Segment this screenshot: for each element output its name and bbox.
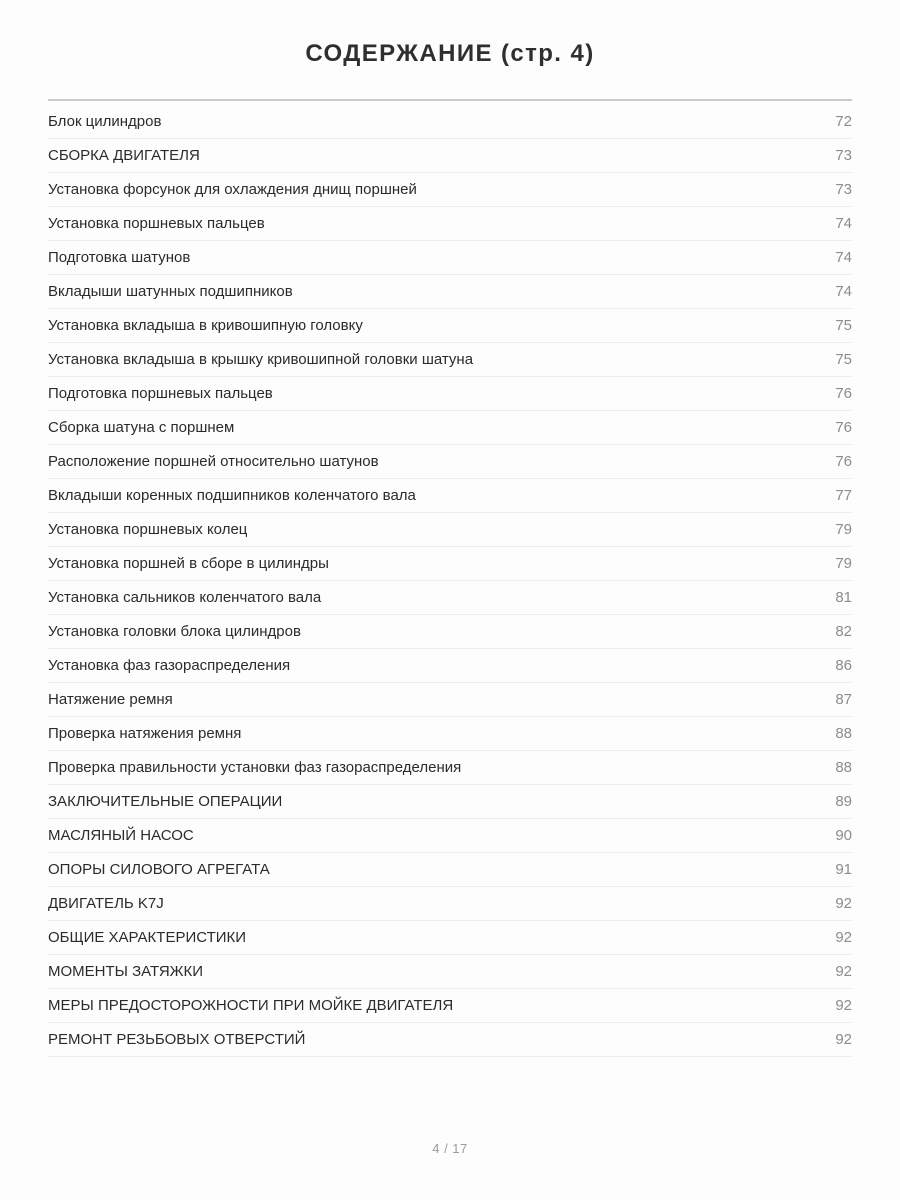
toc-entry[interactable]	[48, 785, 852, 819]
toc-entry-label: Проверка натяжения ремня	[48, 725, 242, 742]
toc-entry-label: Подготовка шатунов	[48, 249, 191, 266]
toc-entry[interactable]	[48, 241, 852, 275]
toc-entry-page-number: 79	[835, 521, 852, 538]
toc-entry[interactable]	[48, 717, 852, 751]
toc-entry[interactable]	[48, 275, 852, 309]
toc-entry-page-number: 90	[835, 827, 852, 844]
toc-entry-label: МАСЛЯНЫЙ НАСОС	[48, 827, 194, 844]
toc-entry-page-number: 76	[835, 385, 852, 402]
toc-entry-label: Натяжение ремня	[48, 691, 173, 708]
toc-entry-label: Установка поршневых пальцев	[48, 215, 265, 232]
toc-entry-page-number: 82	[835, 623, 852, 640]
toc-entry-label: Установка вкладыша в крышку кривошипной головки шатуна	[48, 351, 474, 368]
toc-entry[interactable]	[48, 921, 852, 955]
toc-entry-page-number: 79	[835, 555, 852, 572]
toc-entry-label: Установка сальников коленчатого вала	[48, 589, 322, 606]
toc-entry[interactable]	[48, 649, 852, 683]
toc-entry[interactable]	[48, 819, 852, 853]
toc-entry-label: МЕРЫ ПРЕДОСТОРОЖНОСТИ ПРИ МОЙКЕ ДВИГАТЕЛЯ	[48, 997, 454, 1014]
toc-entry-page-number: 92	[835, 997, 852, 1014]
toc-entry[interactable]	[48, 173, 852, 207]
toc-entry-label: ОПОРЫ СИЛОВОГО АГРЕГАТА	[48, 861, 270, 878]
toc-entry[interactable]	[48, 989, 852, 1023]
toc-entry[interactable]	[48, 513, 852, 547]
toc-entry-label: Установка фаз газораспределения	[48, 657, 291, 674]
toc-entry-page-number: 87	[835, 691, 852, 708]
page-title: СОДЕРЖАНИЕ (стр. 4)	[305, 40, 595, 67]
toc-entry-page-number: 88	[835, 759, 852, 776]
toc-entry[interactable]	[48, 751, 852, 785]
toc-entry[interactable]	[48, 547, 852, 581]
toc-entry-page-number: 73	[835, 147, 852, 164]
toc-entry[interactable]	[48, 343, 852, 377]
toc-entry[interactable]	[48, 377, 852, 411]
toc-entry-label: Установка поршневых колец	[48, 521, 248, 538]
toc-entry-page-number: 81	[835, 589, 852, 606]
toc-entry-label: Установка головки блока цилиндров	[48, 623, 301, 640]
toc-entry-label: Сборка шатуна с поршнем	[48, 419, 235, 436]
toc-entry[interactable]	[48, 309, 852, 343]
toc-entry-page-number: 75	[835, 351, 852, 368]
toc-entry-label: Вкладыши коренных подшипников коленчатого вала	[48, 487, 416, 504]
toc-entry-page-number: 91	[835, 861, 852, 878]
toc-entry-page-number: 89	[835, 793, 852, 810]
toc-entry-label: Проверка правильности установки фаз газораспределения	[48, 759, 462, 776]
toc-entry-page-number: 75	[835, 317, 852, 334]
toc-entry-page-number: 74	[835, 283, 852, 300]
toc-entry-page-number: 92	[835, 1031, 852, 1048]
toc-entry[interactable]	[48, 207, 852, 241]
toc-entry[interactable]	[48, 683, 852, 717]
toc-entry-page-number: 92	[835, 929, 852, 946]
toc-entry-label: Подготовка поршневых пальцев	[48, 385, 273, 402]
toc-entry-page-number: 86	[835, 657, 852, 674]
toc-entry-label: ОБЩИЕ ХАРАКТЕРИСТИКИ	[48, 929, 247, 946]
toc-entry-page-number: 72	[835, 113, 852, 130]
table-of-contents	[48, 101, 852, 1057]
toc-entry-label: Установка форсунок для охлаждения днищ поршней	[48, 181, 417, 198]
toc-entry-label: РЕМОНТ РЕЗЬБОВЫХ ОТВЕРСТИЙ	[48, 1031, 306, 1048]
toc-entry[interactable]	[48, 955, 852, 989]
toc-entry-label: Вкладыши шатунных подшипников	[48, 283, 293, 300]
toc-entry-page-number: 76	[835, 453, 852, 470]
toc-entry-label: ЗАКЛЮЧИТЕЛЬНЫЕ ОПЕРАЦИИ	[48, 793, 283, 810]
toc-entry[interactable]	[48, 581, 852, 615]
toc-entry-page-number: 74	[835, 215, 852, 232]
toc-entry-page-number: 74	[835, 249, 852, 266]
toc-entry[interactable]	[48, 479, 852, 513]
toc-entry-page-number: 88	[835, 725, 852, 742]
toc-entry-label: Расположение поршней относительно шатунов	[48, 453, 379, 470]
toc-entry-page-number: 76	[835, 419, 852, 436]
toc-entry[interactable]	[48, 853, 852, 887]
toc-entry-label: МОМЕНТЫ ЗАТЯЖКИ	[48, 963, 204, 980]
toc-entry-label: Блок цилиндров	[48, 113, 162, 130]
toc-entry[interactable]	[48, 105, 852, 139]
toc-entry-label: СБОРКА ДВИГАТЕЛЯ	[48, 147, 200, 164]
toc-entry-label: Установка вкладыша в кривошипную головку	[48, 317, 363, 334]
toc-entry-label: Установка поршней в сборе в цилиндры	[48, 555, 329, 572]
toc-entry[interactable]	[48, 615, 852, 649]
toc-entry[interactable]	[48, 139, 852, 173]
toc-entry[interactable]	[48, 445, 852, 479]
toc-entry[interactable]	[48, 887, 852, 921]
toc-entry-page-number: 92	[835, 963, 852, 980]
footer-page-indicator: 4 / 17	[432, 1141, 468, 1156]
toc-entry[interactable]	[48, 1023, 852, 1057]
toc-entry-page-number: 77	[835, 487, 852, 504]
toc-entry-page-number: 73	[835, 181, 852, 198]
toc-entry-page-number: 92	[835, 895, 852, 912]
toc-entry-label: ДВИГАТЕЛЬ K7J	[48, 895, 164, 912]
toc-entry[interactable]	[48, 411, 852, 445]
